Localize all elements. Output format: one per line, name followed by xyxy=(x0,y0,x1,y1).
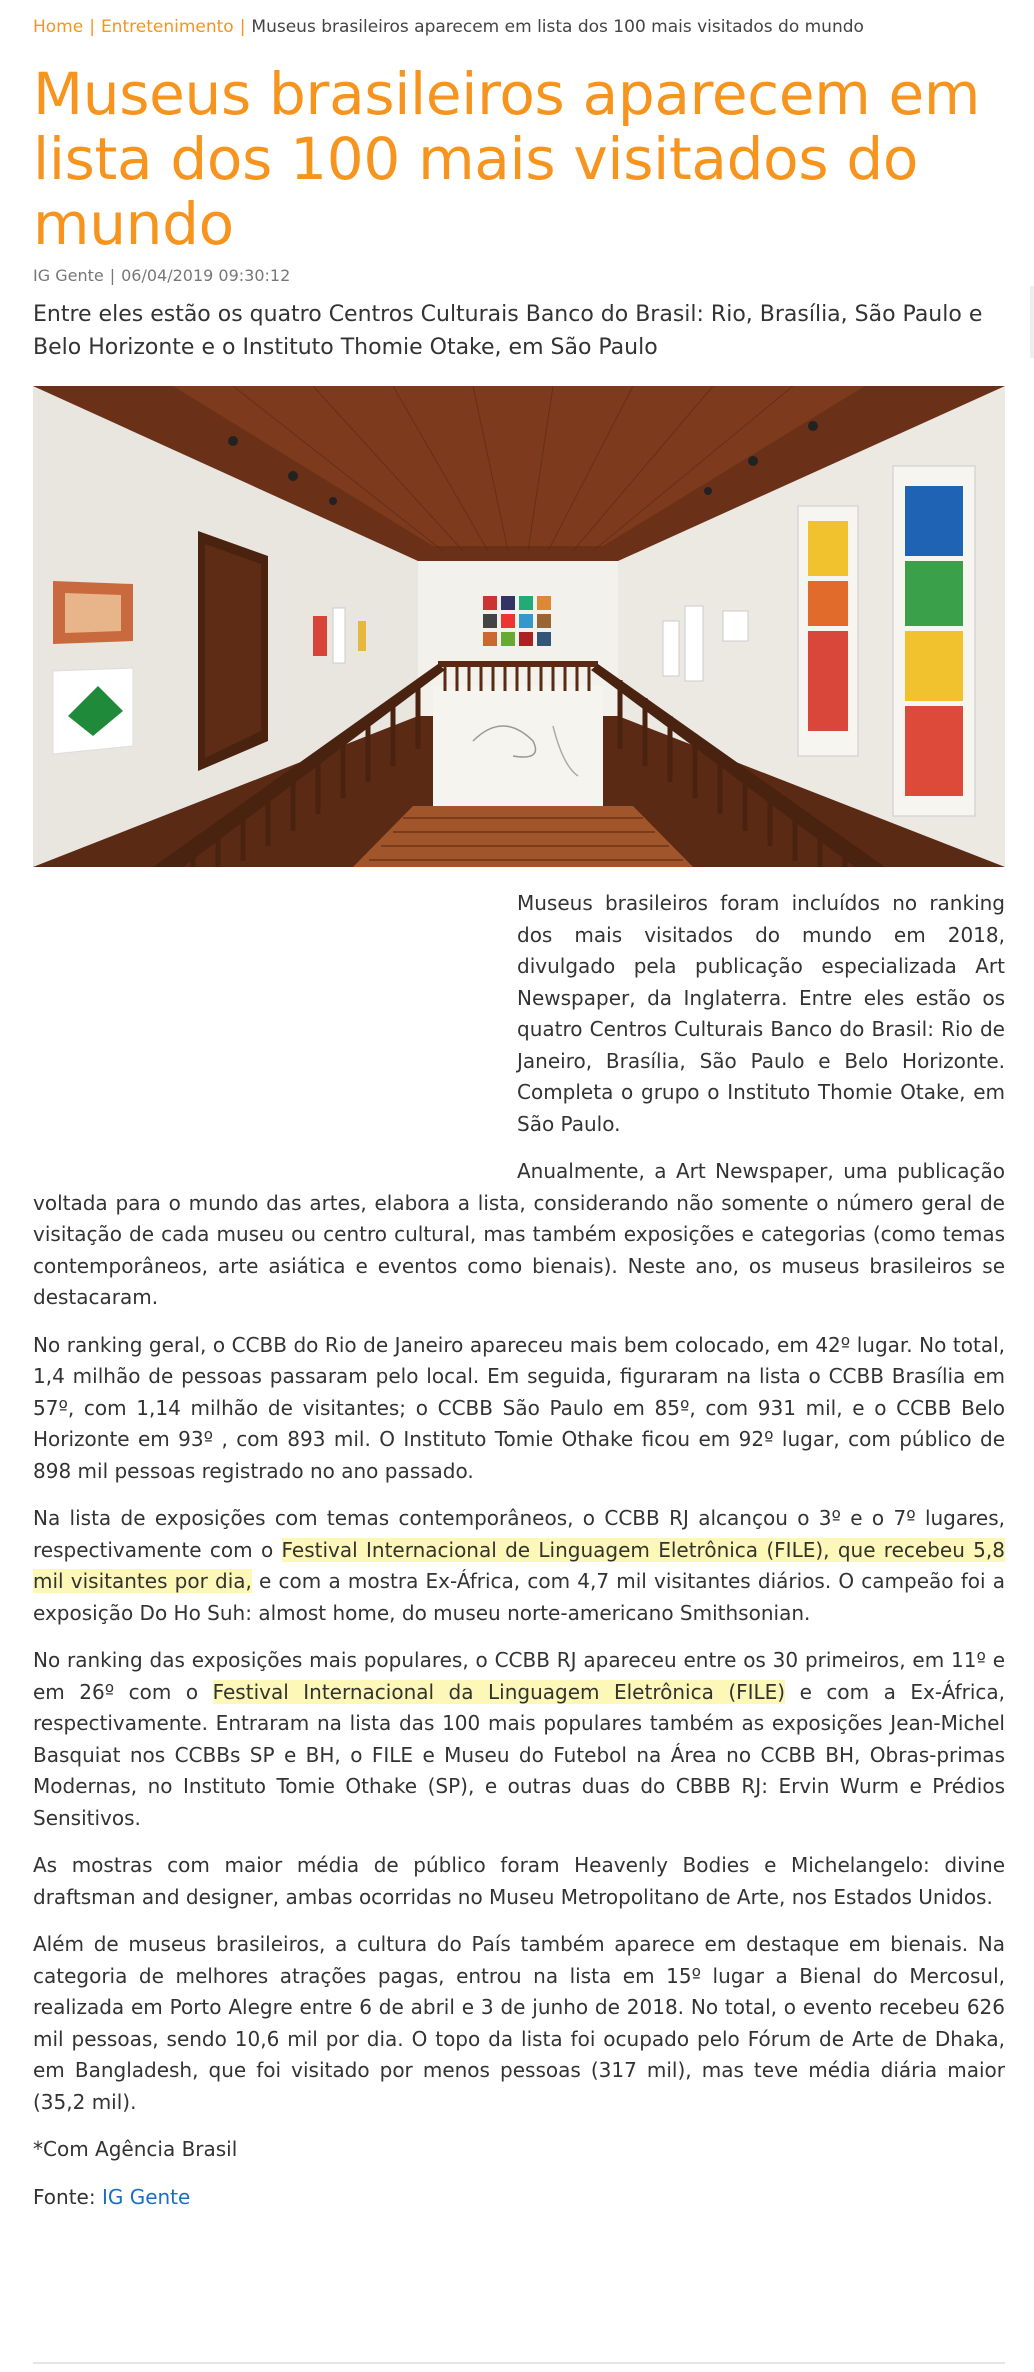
lower-floor xyxy=(353,806,693,867)
highlighted-text: Festival Internacional de Linguagem Eletrônica (FILE), que recebeu 5,8 mil visitantes por dia, xyxy=(33,1537,1005,1593)
meta-separator: | xyxy=(109,266,116,285)
footer-divider xyxy=(33,2362,1005,2364)
paragraph-3: No ranking geral, o CCBB do Rio de Janeiro apareceu mais bem colocado, em 42º lugar. No total, 1,4 milhão de pessoas passaram pelo local. Em seguida, figuraram na lista o CCBB Brasília em 57º, com 1,14 milhão de visitantes; o CCBB São Paulo em 85º, com 931 mil, e o CCBB Belo Horizonte em 93º , com 893 mil. O Instituto Tomie Othake ficou em 92º lugar, com público de 898 mil pessoas registrado no ano passado. xyxy=(33,1332,1005,1483)
left-artwork-3 xyxy=(313,616,327,656)
breadcrumb-home-link[interactable]: Home xyxy=(33,17,84,37)
article-title: Museus brasileiros aparecem em lista dos 100 mais visitados do mundo xyxy=(33,60,981,258)
paragraph-7: Além de museus brasileiros, a cultura do País também aparece em destaque em bienais. Na categoria de melhores atrações pagas, entrou na lista em 15º lugar a Bienal do Mercosul, realizada em Porto Alegre entre 6 de abril e 3 de junho de 2018. No total, o evento recebeu 626 mil pessoas, sendo 10,6 mil por dia. O topo da lista foi ocupado pelo Fórum de Arte de Dhaka, em Bangladesh, que foi visitado por menos pessoas (317 mil), mas teve média diária maior (35,2 mil). xyxy=(33,1932,1005,2114)
breadcrumb-separator: | xyxy=(89,17,95,37)
right-artwork-3 xyxy=(723,611,748,641)
article-hero-image xyxy=(33,386,1005,867)
right-artwork-5-blue xyxy=(905,486,963,556)
source-link[interactable]: IG Gente xyxy=(101,2184,191,2209)
lower-corridor xyxy=(433,686,603,806)
paragraph-5-text: No ranking das exposições mais populares, o CCBB RJ apareceu entre os 30 primeiros, em 11º e em 26º com o xyxy=(33,1648,1005,1704)
source-label: Fonte: xyxy=(33,2184,102,2209)
paragraph-6: As mostras com maior média de público foram Heavenly Bodies e Michelangelo: divine draftsman and designer, ambas ocorridas no Museu Metropolitano de Arte, nos Estados Unidos. xyxy=(33,1853,1005,1909)
highlighted-text: Festival Internacional da Linguagem Eletrônica (FILE) xyxy=(212,1679,786,1704)
paragraph-1: Museus brasileiros foram incluídos no ranking dos mais visitados do mundo em 2018, divulgado pela publicação especializada Art Newspaper, da Inglaterra. Entre eles estão os quatro Centros Culturais Banco do Brasil: Rio de Janeiro, Brasília, São Paulo e Belo Horizonte. Completa o grupo o Instituto Thomie Otake, em São Paulo. xyxy=(517,891,1005,1136)
article-subtitle: Entre eles estão os quatro Centros Culturais Banco do Brasil: Rio, Brasília, São Paulo e Belo Horizonte e o Instituto Thomie Otake, em São Paulo xyxy=(33,302,983,360)
paragraph-5-text: e com a Ex-África, respectivamente. Entraram na lista das 100 mais populares também as exposições Jean-Michel Basquiat nos CCBBs SP e BH, o FILE e Museu do Futebol na Área no CCBB BH, Obras-primas Modernas, no Instituto Tomie Othake (SP), e outras duas do CBBB RJ: Ervin Wurm e Prédios Sensitivos. xyxy=(33,1679,1006,1830)
article-body xyxy=(33,888,1005,2229)
right-artwork-1 xyxy=(663,621,679,676)
scrollbar[interactable] xyxy=(1030,286,1034,358)
paragraph-4-text: e com a mostra Ex-África, com 4,7 mil visitantes diários. O campeão foi a exposição Do Ho Suh: almost home, do museu norte-americano Smithsonian. xyxy=(33,1569,1005,1625)
right-artwork-5-red xyxy=(905,706,963,796)
article-datetime: 06/04/2019 09:30:12 xyxy=(121,266,291,285)
source-line xyxy=(33,2182,1005,2214)
paragraph-2: Anualmente, a Art Newspaper, uma publicação voltada para o mundo das artes, elabora a lista, considerando não somente o número geral de visitação de cada museu ou centro cultural, mas também exposições e categorias (como temas contemporâneos, arte asiática e eventos como bienais). Neste ano, os museus brasileiros se destacaram. xyxy=(33,1159,1005,1309)
right-artwork-2 xyxy=(685,606,703,681)
right-artwork-4-yellow xyxy=(808,521,848,576)
right-artwork-4-red xyxy=(808,631,848,731)
right-artwork-5-green xyxy=(905,561,963,626)
right-artwork-4-orange xyxy=(808,581,848,626)
article-source: IG Gente xyxy=(33,266,104,285)
back-railing xyxy=(438,661,598,667)
breadcrumb-current: Museus brasileiros aparecem em lista dos 100 mais visitados do mundo xyxy=(251,17,864,37)
left-artwork-5 xyxy=(358,621,366,651)
left-door-panel xyxy=(205,544,261,758)
paragraph-4-text: Na lista de exposições com temas contemporâneos, o CCBB RJ alcançou o 3º e o 7º lugares, respectivamente com o xyxy=(33,1506,1005,1562)
breadcrumb-separator: | xyxy=(239,17,246,37)
left-artwork-4 xyxy=(333,608,345,663)
paragraph-5 xyxy=(33,1645,1005,1834)
breadcrumb xyxy=(33,16,864,38)
float-spacer xyxy=(33,888,517,1170)
credit-line: *Com Agência Brasil xyxy=(33,2137,238,2161)
right-artwork-5-yellow xyxy=(905,631,963,701)
left-artwork-1-inner xyxy=(65,593,121,633)
article-meta xyxy=(33,265,290,287)
gallery-illustration xyxy=(33,386,1005,867)
breadcrumb-category-link[interactable]: Entretenimento xyxy=(100,17,234,37)
paragraph-4 xyxy=(33,1503,1005,1629)
